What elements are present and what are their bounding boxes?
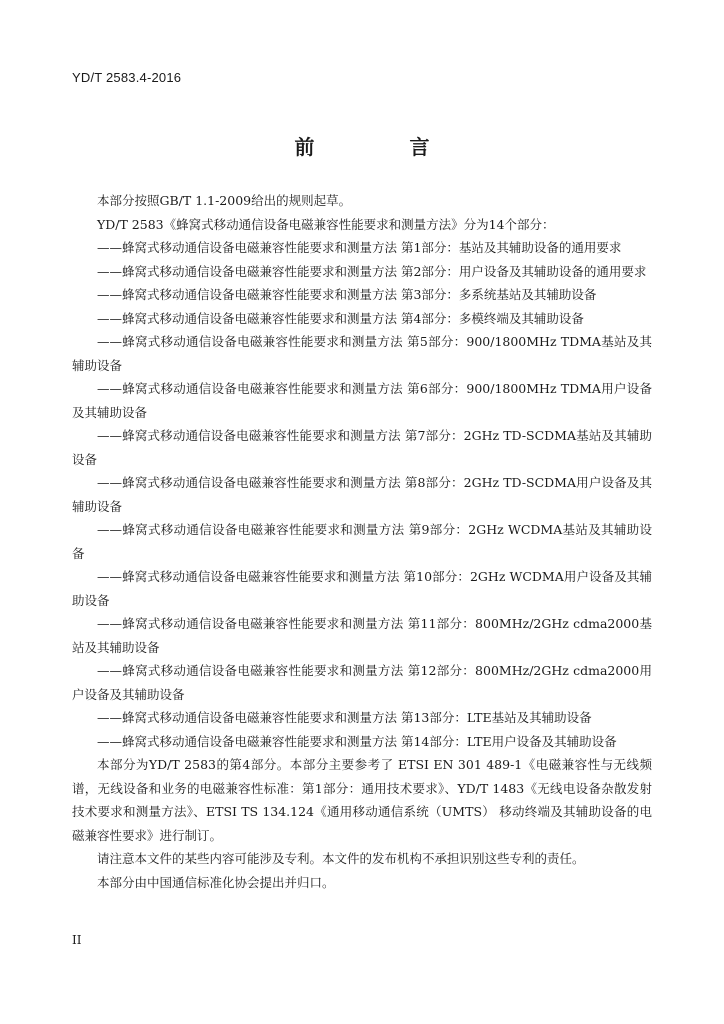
list-item: ——蜂窝式移动通信设备电磁兼容性能要求和测量方法 第5部分：900/1800MHz TDMA基站及其辅助设备 bbox=[72, 334, 652, 373]
document-body bbox=[72, 189, 652, 894]
paragraph: YD/T 2583《蜂窝式移动通信设备电磁兼容性能要求和测量方法》分为14个部分： bbox=[97, 216, 555, 232]
paragraph: 请注意本文件的某些内容可能涉及专利。本文件的发布机构不承担识别这些专利的责任。 bbox=[97, 851, 585, 866]
page-number: II bbox=[72, 933, 82, 947]
paragraph: 本部分按照GB/T 1.1-2009给出的规则起草。 bbox=[97, 193, 352, 208]
list-item: ——蜂窝式移动通信设备电磁兼容性能要求和测量方法 第2部分：用户设备及其辅助设备的通用要求 bbox=[97, 263, 647, 279]
list-item: ——蜂窝式移动通信设备电磁兼容性能要求和测量方法 第3部分：多系统基站及其辅助设备 bbox=[97, 287, 597, 302]
page-title: 前 言 bbox=[294, 135, 474, 159]
list-item: ——蜂窝式移动通信设备电磁兼容性能要求和测量方法 第4部分：多模终端及其辅助设备 bbox=[97, 310, 584, 326]
list-item: ——蜂窝式移动通信设备电磁兼容性能要求和测量方法 第9部分：2GHz WCDMA基站及其辅助设备 bbox=[72, 522, 652, 561]
paragraph: 本部分为YD/T 2583的第4部分。本部分主要参考了 ETSI EN 301 489-1《电磁兼容性与无线频谱，无线设备和业务的电磁兼容性标准：第1部分：通用技术要求》、YD/T 1483《无线电设备杂散发射技术要求和测量方法》、ETSI TS 134.124《通用移动通信系统（UMTS） 移动终端及其辅助设备的电磁兼容性要求》进行制订。 bbox=[72, 757, 652, 843]
list-item: ——蜂窝式移动通信设备电磁兼容性能要求和测量方法 第8部分：2GHz TD-SCDMA用户设备及其辅助设备 bbox=[72, 475, 652, 514]
list-item: ——蜂窝式移动通信设备电磁兼容性能要求和测量方法 第6部分：900/1800MHz TDMA用户设备及其辅助设备 bbox=[72, 381, 652, 420]
list-item: ——蜂窝式移动通信设备电磁兼容性能要求和测量方法 第1部分：基站及其辅助设备的通用要求 bbox=[97, 240, 622, 255]
list-item: ——蜂窝式移动通信设备电磁兼容性能要求和测量方法 第14部分：LTE用户设备及其辅助设备 bbox=[97, 733, 617, 749]
list-item: ——蜂窝式移动通信设备电磁兼容性能要求和测量方法 第10部分：2GHz WCDMA用户设备及其辅助设备 bbox=[72, 569, 652, 608]
list-item: ——蜂窝式移动通信设备电磁兼容性能要求和测量方法 第12部分：800MHz/2GHz cdma2000用户设备及其辅助设备 bbox=[72, 663, 652, 702]
list-item: ——蜂窝式移动通信设备电磁兼容性能要求和测量方法 第11部分：800MHz/2GHz cdma2000基站及其辅助设备 bbox=[72, 616, 652, 655]
list-item: ——蜂窝式移动通信设备电磁兼容性能要求和测量方法 第7部分：2GHz TD-SCDMA基站及其辅助设备 bbox=[72, 428, 652, 467]
paragraph: 本部分由中国通信标准化协会提出并归口。 bbox=[97, 874, 335, 890]
list-item: ——蜂窝式移动通信设备电磁兼容性能要求和测量方法 第13部分：LTE基站及其辅助设备 bbox=[97, 710, 592, 725]
document-code-header: YD/T 2583.4-2016 bbox=[72, 70, 182, 85]
